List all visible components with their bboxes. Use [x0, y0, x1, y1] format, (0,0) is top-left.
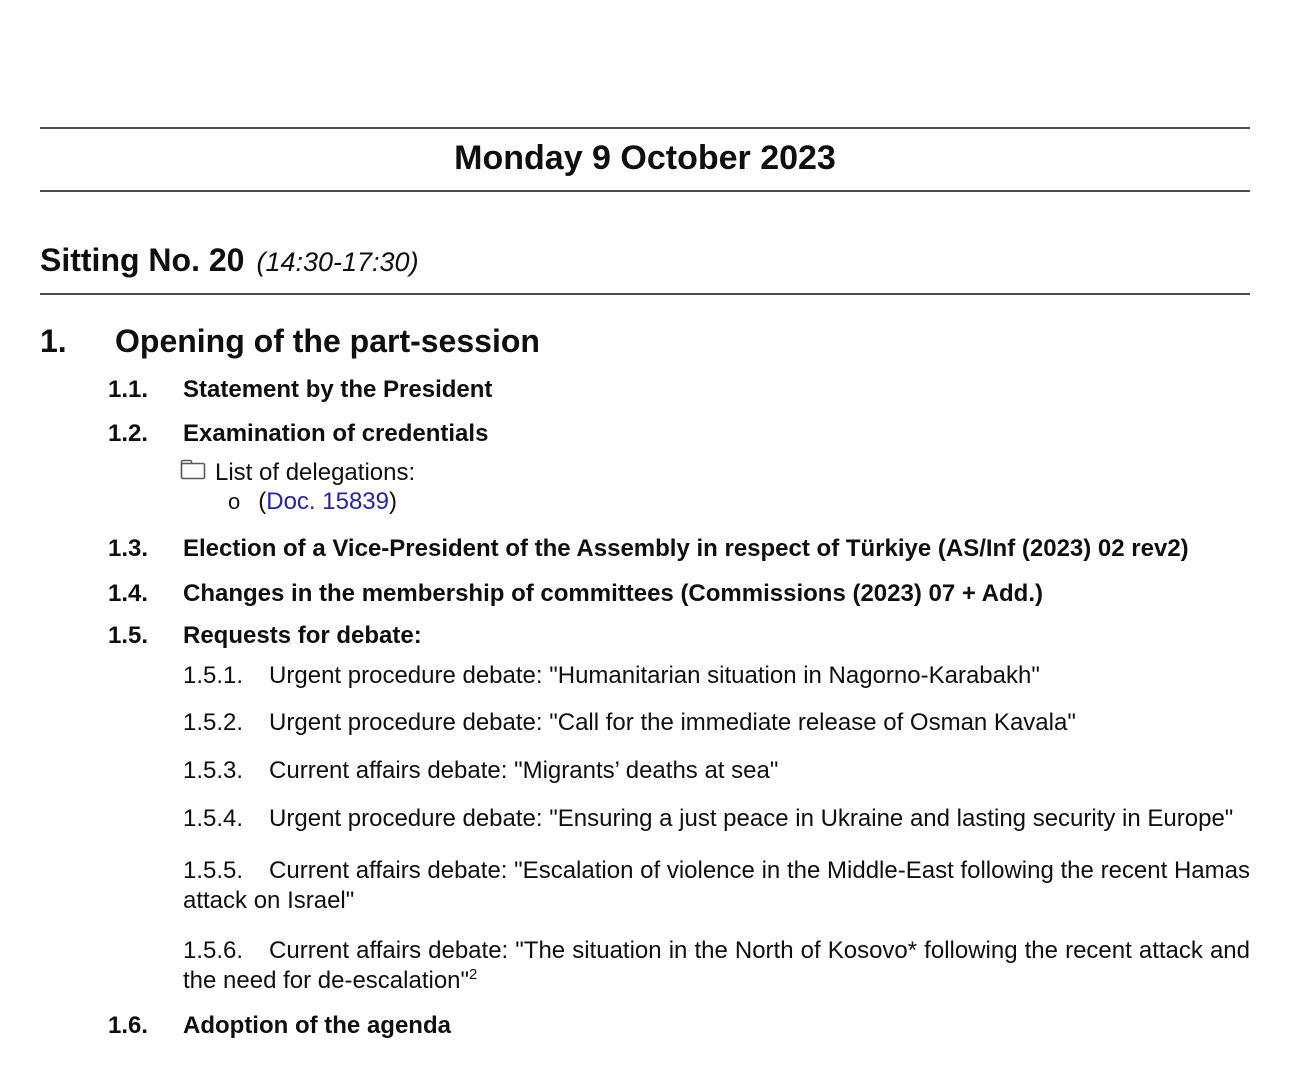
item-title: Adoption of the agenda: [183, 1012, 451, 1039]
debate-request-1-5-4: [183, 804, 1250, 834]
delegations-label: List of delegations:: [215, 459, 416, 486]
o-bullet: o: [228, 489, 241, 514]
debate-request-1-5-6: [183, 936, 1250, 996]
item-title: Examination of credentials: [183, 420, 489, 447]
debate-text: Urgent procedure debate: "Ensuring a just peace in Ukraine and lasting security in Europe": [269, 805, 1234, 832]
item-number: 1.1.: [108, 376, 149, 403]
date-header: [40, 127, 1250, 192]
item-title: Election of a Vice-President of the Assembly in respect of Türkiye (AS/Inf (2023) 02 rev2): [183, 535, 1189, 562]
debate-text: Current affairs debate: "The situation in the North of Kosovo* following the recent attack and the need for de-escalation": [183, 937, 1250, 994]
doc-reference-row: [228, 488, 1250, 516]
item-number: 1.5.2.: [183, 709, 244, 736]
item-title: Requests for debate:: [183, 622, 422, 649]
sitting-number: Sitting No. 20: [40, 242, 245, 278]
item-number: 1.5.1.: [183, 662, 244, 689]
item-number: 1.5.3.: [183, 757, 244, 784]
agenda-item-1-5: [108, 621, 1250, 651]
section-number: 1.: [40, 323, 67, 359]
debate-request-1-5-2: [183, 708, 1250, 738]
section-title: Opening of the part-session: [115, 323, 540, 359]
date-title: Monday 9 October 2023: [454, 139, 836, 177]
section-heading: [40, 322, 1250, 360]
item-number: 1.5.: [108, 622, 149, 649]
agenda-item-1-4: [108, 579, 1250, 609]
debate-request-1-5-1: [183, 661, 1250, 691]
sitting-heading: [40, 242, 1250, 285]
agenda-item-1-2: [108, 419, 1250, 449]
item-title: Changes in the membership of committees (Commissions (2023) 07 + Add.): [183, 580, 1043, 607]
footnote-ref: 2: [469, 966, 478, 983]
debate-text: Urgent procedure debate: "Humanitarian situation in Nagorno-Karabakh": [269, 662, 1040, 689]
doc-link[interactable]: Doc. 15839: [266, 488, 390, 515]
agenda-item-1-6: [108, 1011, 1250, 1041]
item-number: 1.2.: [108, 420, 149, 447]
paren-close: ): [389, 488, 398, 515]
item-number: 1.3.: [108, 535, 149, 562]
item-number: 1.5.4.: [183, 805, 244, 832]
item-title: Statement by the President: [183, 376, 493, 403]
item-number: 1.5.6.: [183, 937, 244, 964]
folder-icon: [180, 459, 206, 487]
agenda-item-1-1: [108, 375, 1250, 405]
debate-text: Current affairs debate: "Escalation of violence in the Middle-East following the recent Hamas attack on Israel": [183, 857, 1250, 914]
item-number: 1.4.: [108, 580, 149, 607]
debate-text: Current affairs debate: "Migrants’ deaths at sea": [269, 757, 779, 784]
agenda-item-1-3: [108, 534, 1250, 564]
debate-text: Urgent procedure debate: "Call for the immediate release of Osman Kavala": [269, 709, 1076, 736]
sitting-time: (14:30-17:30): [256, 247, 419, 277]
paren-open: (: [258, 488, 267, 515]
item-number: 1.6.: [108, 1012, 149, 1039]
item-number: 1.5.5.: [183, 857, 244, 884]
debate-request-1-5-3: [183, 756, 1250, 786]
debate-request-1-5-5: [183, 856, 1250, 916]
divider: [40, 293, 1250, 295]
delegations-row: [180, 459, 1250, 487]
